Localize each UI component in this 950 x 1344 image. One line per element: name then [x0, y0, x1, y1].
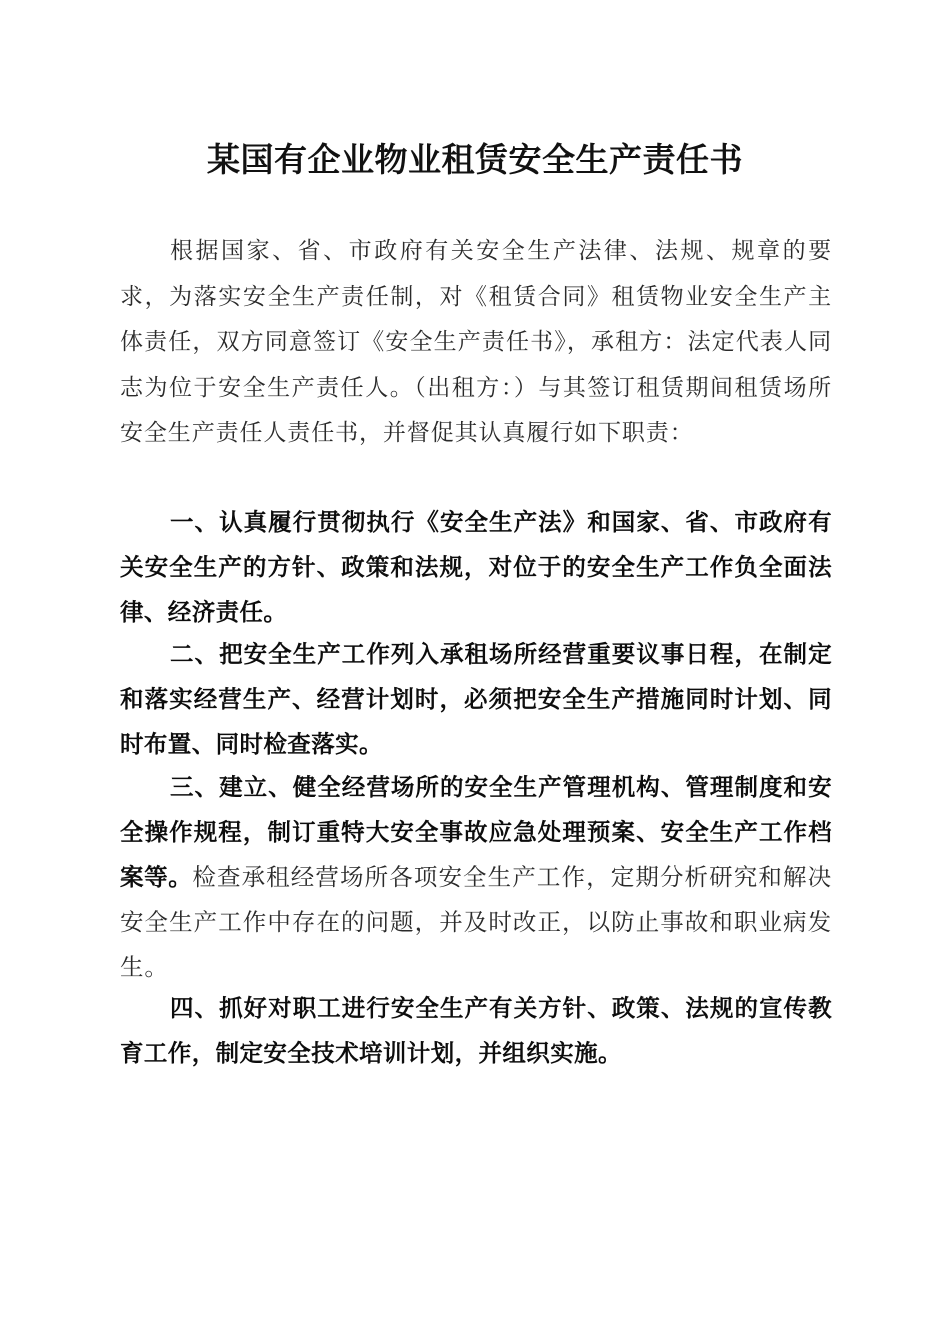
- duty-item-3-bold-text: 三、建立、健全经营场所的安全生产管理机构、管理制度和安全操作规程，制订重特大安全事故应急处理预案、安全生产工作档案等。: [120, 773, 832, 891]
- duty-item-2: 二、把安全生产工作列入承租场所经营重要议事日程，在制定和落实经营生产、经营计划时，必须把安全生产措施同时计划、同时布置、同时检查落实。: [120, 640, 832, 758]
- duty-item-1: 一、认真履行贯彻执行《安全生产法》和国家、省、市政府有关安全生产的方针、政策和法规，对位于的安全生产工作负全面法律、经济责任。: [120, 508, 832, 626]
- duty-item-3-light-text: 检查承租经营场所各项安全生产工作，定期分析研究和解决安全生产工作中存在的问题，并及时改正，以防止事故和职业病发生。: [120, 863, 833, 981]
- duty-item-4: 四、抓好对职工进行安全生产有关方针、政策、法规的宣传教育工作，制定安全技术培训计划，并组织实施。: [120, 994, 832, 1067]
- document-title: 某国有企业物业租赁安全生产责任书: [207, 140, 743, 179]
- intro-paragraph: 根据国家、省、市政府有关安全生产法律、法规、规章的要求，为落实安全生产责任制，对《租赁合同》租赁物业安全生产主体责任，双方同意签订《安全生产责任书》，承租方：法定代表人同志为位于安全生产责任人。（出租方：）与其签订租赁期间租赁场所安全生产责任人责任书，并督促其认真履行如下职责：: [120, 238, 832, 446]
- duty-item-3: [120, 765, 832, 990]
